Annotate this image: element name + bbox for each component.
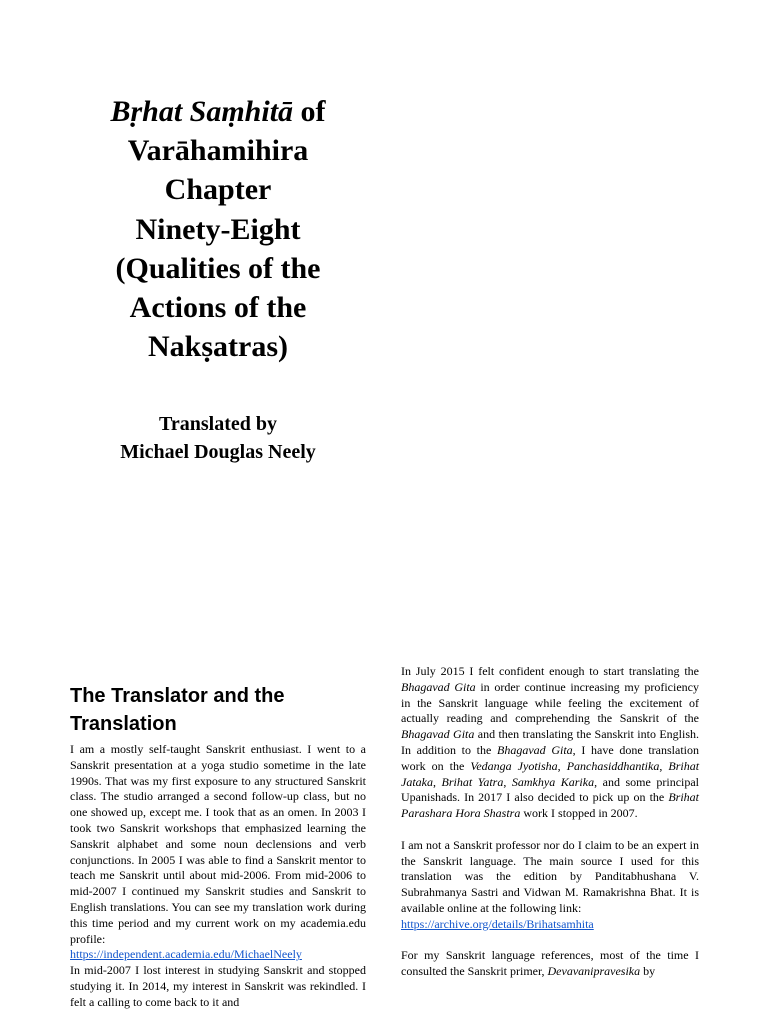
title-line-6: Actions of the <box>129 291 307 325</box>
text-run-italic: Bhagavad Gita <box>497 742 573 757</box>
title-line-4: Ninety-Eight <box>135 212 301 246</box>
text-run-italic: Brihat Jataka <box>401 758 700 789</box>
title-line-1 <box>70 92 366 131</box>
translated-by-label: Translated by <box>159 413 277 435</box>
author-name: Michael Douglas Neely <box>120 441 316 463</box>
byline <box>70 410 366 466</box>
paragraph <box>401 664 699 822</box>
title-line-5: (Qualities of the <box>115 251 321 285</box>
text-run: For my Sanskrit language references, most of the time I consulted the Sanskrit primer, <box>401 948 699 979</box>
text-run: , <box>557 758 567 773</box>
right-column <box>401 664 699 980</box>
text-run: in order continue increasing my proficiency in the Sanskrit language while feeling the excitement of actually reading and comprehending the Sanskrit of the <box>401 679 699 726</box>
text-run: , <box>503 774 512 789</box>
paragraph: I am a mostly self-taught Sanskrit enthusiast. I went to a Sanskrit presentation at a yoga studio sometime in the late 1990s. That was my first exposure to any structured Sanskrit class. The studio arranged a second follow-up class, but no one showed up, except me. I took that as an omen. In 2003 I took two Sanskrit workshops that emphasized learning the Sanskrit alphabet and some noun declensions and verb conjunctions. In 2005 I was able to find a Sanskrit mentor to teach me Sanskrit until about mid-2006. From mid-2006 to mid-2007 I continued my Sanskrit studies and Sanskrit to English translations. You can see my translation work during this time period and my current work on my academia.edu profile: <box>70 742 366 946</box>
text-run-italic: Vedanga Jyotisha <box>470 758 558 773</box>
text-run-italic: Brihat Parashara Hora Shastra <box>401 790 699 821</box>
text-run: by <box>640 964 656 979</box>
section-heading: The Translator and the Translation <box>70 685 285 735</box>
archive-link[interactable]: https://archive.org/details/Brihatsamhita <box>401 916 594 931</box>
title-line-3: Chapter <box>164 173 272 207</box>
text-run: , and some principal Upanishads. In 2017 I also decided to pick up on the <box>401 774 700 805</box>
left-column <box>70 742 366 1011</box>
title-work-name: Bṛhat Saṃhitā <box>110 95 294 128</box>
text-run: , <box>433 774 442 789</box>
academia-profile-link[interactable]: https://independent.academia.edu/MichaelNeely <box>70 947 302 962</box>
text-run-italic: Bhagavad Gita <box>401 679 476 694</box>
title-line-7: Nakṣatras) <box>148 330 288 364</box>
text-run: , I have done translation work on the <box>401 742 699 773</box>
text-run-italic: Samkhya Karika <box>511 774 595 789</box>
text-run-italic: Bhagavad Gita <box>401 727 475 742</box>
text-run: and then translating the Sanskrit into English. In addition to the <box>401 727 699 757</box>
text-run: In July 2015 I felt confident enough to start translating the <box>401 664 699 678</box>
title-of: of <box>293 95 326 128</box>
paragraph: I am not a Sanskrit professor nor do I claim to be an expert in the Sanskrit language. The main source I used for this translation was the edition by Panditabhushana V. Subrahmanya Sastri and Vidwan M. Ramakrishna Bhat. It is available online at the following link: <box>401 837 699 915</box>
text-run: , <box>659 758 669 773</box>
text-run-italic: Devavanipravesika <box>547 964 641 979</box>
text-run-italic: Panchasiddhantika <box>566 758 660 773</box>
text-run-italic: Brihat Yatra <box>441 774 504 789</box>
text-run: work I stopped in 2007. <box>520 806 638 821</box>
paragraph <box>401 948 699 980</box>
document-title <box>70 92 366 366</box>
title-line-2: Varāhamihira <box>127 134 309 168</box>
paragraph: In mid-2007 I lost interest in studying Sanskrit and stopped studying it. In 2014, my interest in Sanskrit was rekindled. I felt a calling to come back to it and <box>70 963 366 1009</box>
